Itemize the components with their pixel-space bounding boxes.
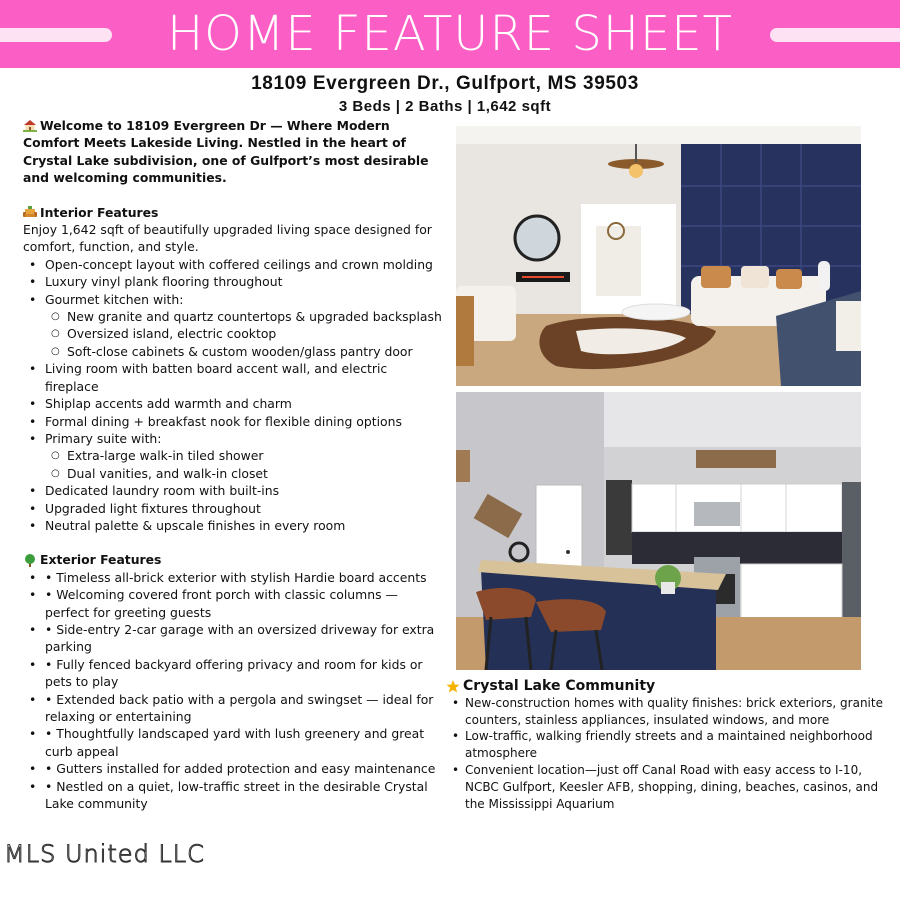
mls-watermark: MLS United LLC — [4, 840, 205, 868]
list-item: • Luxury vinyl plank flooring throughout — [23, 273, 443, 290]
suite-sublist — [23, 447, 443, 482]
list-item: • Formal dining + breakfast nook for flexible dining options — [23, 413, 443, 430]
list-item: • Low-traffic, walking friendly streets and a maintained neighborhood atmosphere — [446, 728, 891, 762]
list-item: • • Timeless all-brick exterior with stylish Hardie board accents — [23, 569, 443, 586]
left-column — [23, 117, 443, 812]
list-item: • Convenient location—just off Canal Road with easy access to I-10, NCBC Gulfport, Keesler AFB, shopping, dining, beaches, casinos, and the Mississippi Aquarium — [446, 762, 891, 812]
list-item: ○ New granite and quartz countertops & upgraded backsplash — [23, 308, 443, 325]
list-item: ○ Soft-close cabinets & custom wooden/glass pantry door — [23, 343, 443, 360]
community-list — [446, 695, 891, 813]
exterior-list — [23, 569, 443, 813]
intro-paragraph — [23, 117, 443, 187]
property-address: 18109 Evergreen Dr., Gulfport, MS 39503 — [251, 73, 639, 94]
list-item: • • Gutters installed for added protection and easy maintenance — [23, 760, 443, 777]
star-icon — [446, 680, 460, 693]
list-item: • Living room with batten board accent wall, and electric fireplace — [23, 360, 443, 395]
intro-text: Welcome to 18109 Evergreen Dr — Where Modern Comfort Meets Lakeside Living. Nestled in the heart of Crystal Lake subdivision, one of Gulfport’s most desirable and welcoming communities. — [23, 118, 429, 186]
list-item: • Open-concept layout with coffered ceilings and crown molding — [23, 256, 443, 273]
page-title: HOME FEATURE SHEET — [167, 6, 733, 62]
list-item: ○ Dual vanities, and walk-in closet — [23, 465, 443, 482]
list-item: ○ Oversized island, electric cooktop — [23, 325, 443, 342]
community-section — [446, 678, 891, 812]
living-room-photo — [456, 126, 861, 386]
list-item: • • Nestled on a quiet, low-traffic street in the desirable Crystal Lake community — [23, 778, 443, 813]
list-item: • Shiplap accents add warmth and charm — [23, 395, 443, 412]
living-room-illustration — [456, 126, 861, 386]
list-item: • Primary suite with: ○ Extra-large walk-in tiled shower ○ Dual vanities, and walk-in closet — [23, 430, 443, 482]
tree-icon — [23, 554, 37, 567]
kitchen-sublist — [23, 308, 443, 360]
community-heading: Crystal Lake Community — [446, 678, 891, 695]
kitchen-photo — [456, 392, 861, 670]
list-item: • • Side-entry 2-car garage with an oversized driveway for extra parking — [23, 621, 443, 656]
list-item: • Dedicated laundry room with built-ins — [23, 482, 443, 499]
exterior-heading: Exterior Features — [23, 551, 443, 568]
list-item: • • Fully fenced backyard offering privacy and room for kids or pets to play — [23, 656, 443, 691]
list-item: • Neutral palette & upscale finishes in every room — [23, 517, 443, 534]
interior-list — [23, 256, 443, 535]
title-banner — [0, 0, 900, 68]
list-item: • • Extended back patio with a pergola and swingset — ideal for relaxing or entertaining — [23, 691, 443, 726]
list-item: • Gourmet kitchen with: ○ New granite and quartz countertops & upgraded backsplash ○ Oversized island, electric cooktop ○ Soft-close cabinets & custom wooden/glass pantry door — [23, 291, 443, 361]
list-item: • • Thoughtfully landscaped yard with lush greenery and great curb appeal — [23, 725, 443, 760]
interior-lead: Enjoy 1,642 sqft of beautifully upgraded living space designed for comfort, function, and style. — [23, 222, 432, 255]
house-icon — [23, 119, 37, 132]
list-item: • • Welcoming covered front porch with classic columns — perfect for greeting guests — [23, 586, 443, 621]
kitchen-illustration — [456, 392, 861, 670]
interior-heading: Interior Features — [23, 204, 443, 221]
list-item: • Upgraded light fixtures throughout — [23, 500, 443, 517]
property-stats: 3 Beds | 2 Baths | 1,642 sqft — [338, 98, 552, 115]
list-item: ○ Extra-large walk-in tiled shower — [23, 447, 443, 464]
sofa-icon — [23, 206, 37, 219]
list-item: • New-construction homes with quality finishes: brick exteriors, granite counters, stainless appliances, insulated windows, and more — [446, 695, 891, 729]
